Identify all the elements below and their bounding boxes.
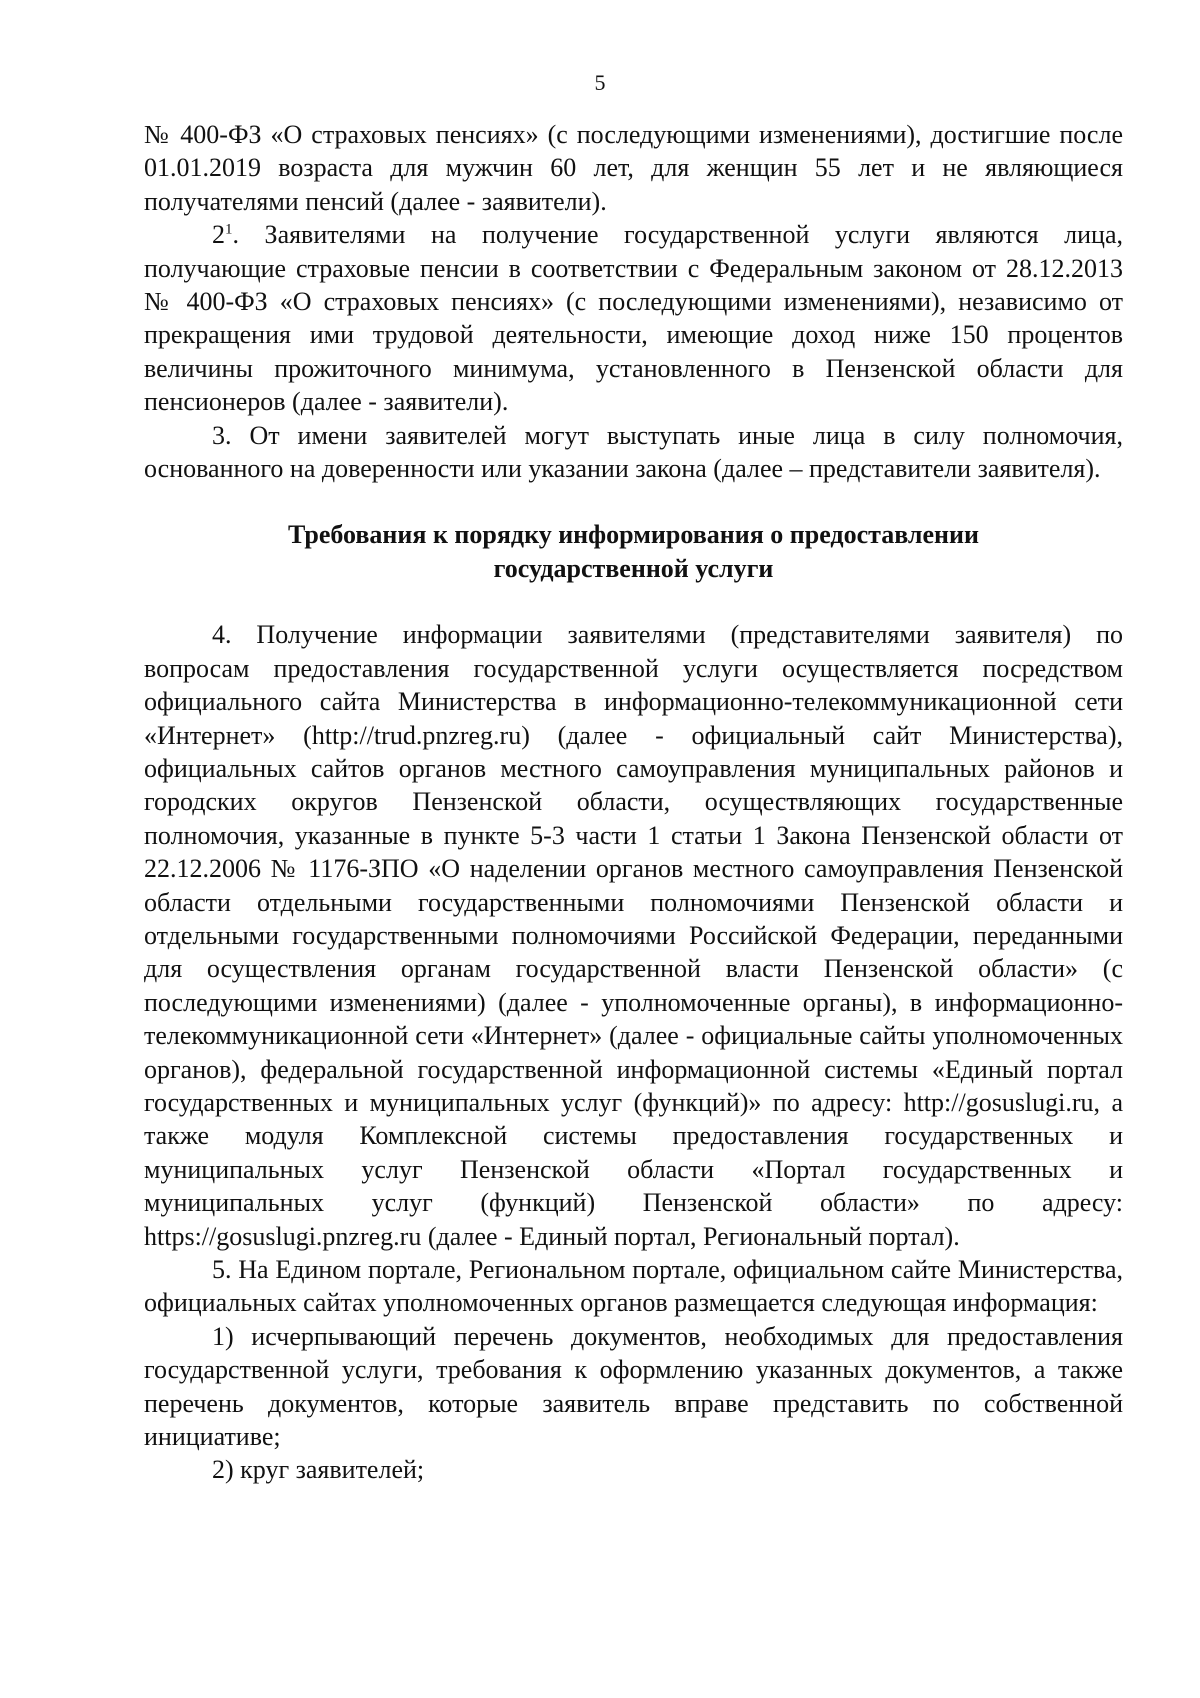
document-body [144, 118, 1123, 1487]
paragraph-5: 5. На Едином портале, Региональном портале, официальном сайте Министерства, официальных сайтах уполномоченных органов размещается следующая информация: [144, 1255, 1123, 1318]
paragraph-2-1-superscript: 1 [225, 221, 233, 238]
paragraph-2-1-number: 2 [212, 220, 225, 250]
list-item-2: 2) круг заявителей; [212, 1455, 425, 1485]
list-item-1: 1) исчерпывающий перечень документов, необходимых для предоставления государственной услуги, требования к оформлению указанных документов, а также перечень документов, которые заявитель вправе представить по собственной инициативе; [144, 1321, 1123, 1452]
section-heading-line-2: государственной услуги [493, 553, 774, 583]
paragraph-2-1 [144, 218, 1123, 418]
paragraph-continuation: № 400-ФЗ «О страховых пенсиях» (с последующими изменениями), достигшие после 01.01.2019 возраста для мужчин 60 лет, для женщин 55 лет и не являющиеся получателями пенсий (далее - заявители). [144, 120, 1123, 216]
paragraph-3: 3. От имени заявителей могут выступать иные лица в силу полномочия, основанного на доверенности или указании закона (далее – представители заявителя). [144, 420, 1123, 484]
section-heading-line-1: Требования к порядку информирования о предоставлении [288, 520, 979, 550]
paragraph-2-1-text: . Заявителями на получение государственной услуги являются лица, получающие страховые пенсии в соответствии с Федеральным законом от 28.12.2013 № 400-ФЗ «О страховых пенсиях» (с последующими изменениями), независимо от прекращения ими трудовой деятельности, имеющие доход ниже 150 процентов величины прожиточного минимума, установленного в Пензенской области для пенсионеров (далее - заявители). [144, 220, 1123, 417]
section-heading [144, 518, 1123, 585]
paragraph-4: 4. Получение информации заявителями (представителями заявителя) по вопросам предоставления государственной услуги осуществляется посредством официального сайта Министерства в информационно-телекоммуникационной сети «Интернет» (http://trud.pnzreg.ru) (далее - официальный сайт Министерства), официальных сайтов органов местного самоуправления муниципальных районов и городских округов Пензенской области, осуществляющих государственные полномочия, указанные в пункте 5-3 части 1 статьи 1 Закона Пензенской области от 22.12.2006 № 1176-ЗПО «О наделении органов местного самоуправления Пензенской области отдельными государственными полномочиями Пензенской области и отдельными государственными полномочиями Российской Федерации, переданными для осуществления органам государственной власти Пензенской области» (с последующими изменениями) (далее - уполномоченные органы), в информационно-телекоммуникационной сети «Интернет» (далее - официальные сайты уполномоченных органов), федеральной государственной информационной системы «Единый портал государственных и муниципальных услуг (функций)» по адресу: http://gosuslugi.ru, а также модуля Комплексной системы предоставления государственных и муниципальных услуг Пензенской области «Портал государственных и муниципальных услуг (функций) Пензенской области» по адресу: https://gosuslugi.pnzreg.ru (далее - Единый портал, Региональный портал). [144, 620, 1123, 1251]
page-number: 5 [594, 70, 606, 95]
